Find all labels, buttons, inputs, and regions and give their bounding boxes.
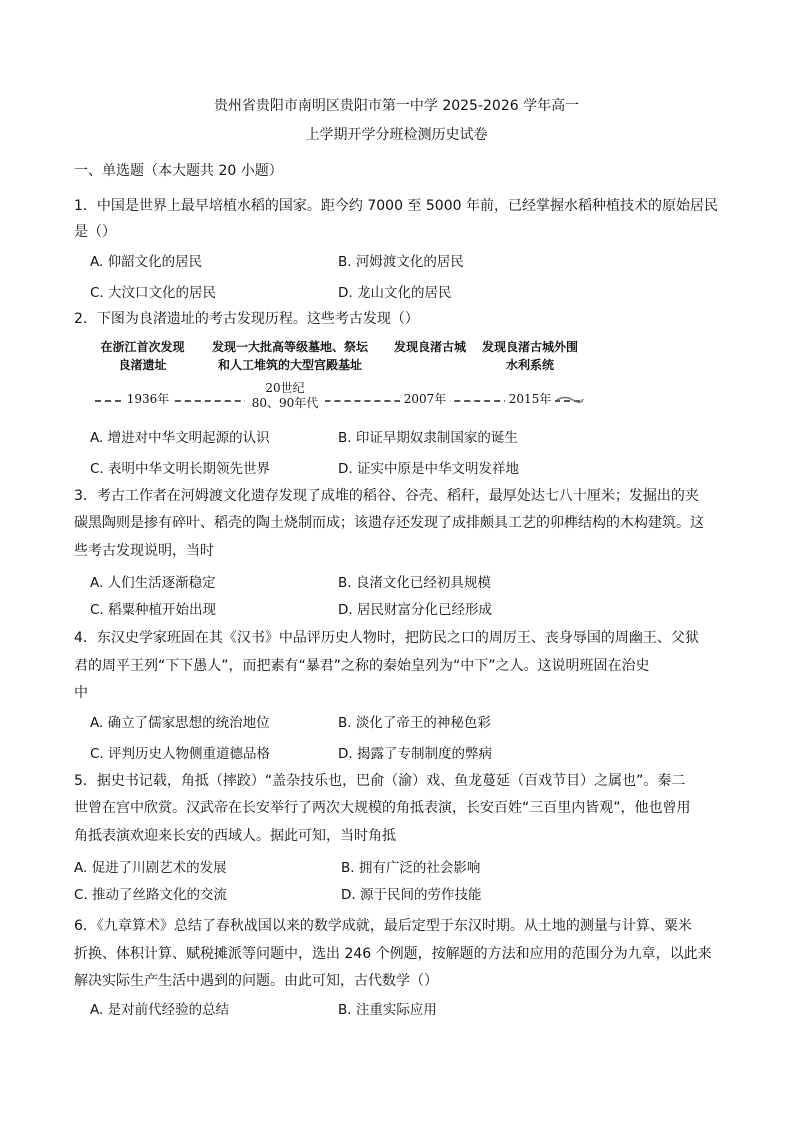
q3-stem-line1: 3．考古工作者在河姆渡文化遗存发现了成堆的稻谷、谷壳、稻秆，最厚处达七八十厘米；发掘出的夹: [74, 488, 699, 504]
q6-stem-line1: 6．《九章算术》总结了春秋战国以来的数学成就，最后定型于东汉时期。从土地的测量与计算、粟米: [74, 918, 692, 934]
q5-option-c: C. 推动了丝路文化的交流: [74, 887, 228, 903]
q6-stem-line2: 折换、体积计算、赋税摊派等问题中，选出 246 个例题，按解题的方法和应用的范围分为九章，以此来: [74, 946, 712, 962]
exam-title-line1: 贵州省贵阳市南明区贵阳市第一中学 2025-2026 学年高一: [213, 98, 580, 114]
q5-stem-line3: 角抵表演欢迎来长安的西域人。据此可知，当时角抵: [74, 828, 396, 844]
timeline-caption-1936: 在浙江首次发现 良渚遗址: [100, 340, 185, 372]
q2-option-c: C. 表明中华文明长期领先世界: [90, 461, 271, 477]
q5-stem-line2: 世曾在宫中欣赏。汉武帝在长安举行了两次大规模的角抵表演，长安百姓“三百里内皆观”，他也曾用: [74, 800, 691, 816]
q2-stem-line1: 2．下图为良渚遗址的考古发现历程。这些考古发现（）: [74, 311, 419, 327]
q3-stem-line2: 碳黑陶则是掺有碎叶、稻壳的陶土烧制而成；该遗存还发现了成排颇具工艺的卯榫结构的木构建筑。这: [74, 515, 704, 531]
q1-option-c: C. 大汶口文化的居民: [90, 285, 217, 301]
timeline-caption-1980s: 发现一大批高等级墓地、祭坛 和人工堆筑的大型宫殿基址: [211, 340, 368, 372]
q1-option-b: B. 河姆渡文化的居民: [338, 254, 464, 270]
q1-stem-line2: 是（）: [74, 224, 116, 240]
q3-stem-line3: 些考古发现说明，当时: [74, 543, 214, 559]
q6-stem-line3: 解决实际生产生活中遇到的问题。由此可知，古代数学（）: [74, 973, 438, 989]
q4-option-d: D. 揭露了专制制度的弊病: [338, 746, 492, 762]
q4-stem-line3: 中: [74, 685, 88, 701]
timeline-year-2015: 2015年: [505, 392, 555, 407]
section-heading: 一、单选题（本大题共 20 小题）: [74, 163, 283, 179]
q1-option-d: D. 龙山文化的居民: [338, 285, 452, 301]
q4-stem-line2: 君的周平王列“下下愚人”，而把素有“暴君”之称的秦始皇列为“中下”之人。这说明班固在治史: [74, 658, 650, 674]
q4-option-c: C. 评判历史人物侧重道德品格: [90, 746, 271, 762]
q3-option-a: A. 人们生活逐渐稳定: [90, 575, 216, 591]
q6-option-b: B. 注重实际应用: [338, 1002, 437, 1018]
timeline-year-1980s: 20世纪 80、90年代: [245, 381, 325, 411]
q5-option-d: D. 源于民间的劳作技能: [341, 887, 482, 903]
q1-option-a: A. 仰韶文化的居民: [90, 254, 203, 270]
q1-stem-line1: 1．中国是世界上最早培植水稻的国家。距今约 7000 至 5000 年前，已经掌握水稻种植技术的原始居民: [74, 198, 718, 214]
q3-option-c: C. 稻粟种植开始出现: [90, 602, 217, 618]
exam-title-line2: 上学期开学分班检测历史试卷: [305, 127, 488, 143]
timeline-year-1936: 1936年: [123, 392, 173, 407]
q2-option-b: B. 印证早期奴隶制国家的诞生: [338, 430, 518, 446]
q6-option-a: A. 是对前代经验的总结: [90, 1002, 230, 1018]
q4-option-b: B. 淡化了帝王的神秘色彩: [338, 715, 491, 731]
q3-option-d: D. 居民财富分化已经形成: [338, 602, 492, 618]
q5-option-b: B. 拥有广泛的社会影响: [341, 860, 481, 876]
q4-option-a: A. 确立了儒家思想的统治地位: [90, 715, 270, 731]
q5-stem-line1: 5．据史书记载，角抵（摔跤）“盖杂技乐也，巴俞（渝）戏、鱼龙蔓延（百戏节目）之属也”。秦二: [74, 773, 686, 789]
q2-option-d: D. 证实中原是中华文明发祥地: [338, 461, 519, 477]
timeline-caption-2015: 发现良渚古城外围 水利系统: [481, 340, 578, 372]
q2-option-a: A. 增进对中华文明起源的认识: [90, 430, 270, 446]
q5-option-a: A. 促进了川剧艺术的发展: [74, 860, 227, 876]
q3-option-b: B. 良渚文化已经初具规模: [338, 575, 491, 591]
timeline-year-2007: 2007年: [400, 392, 450, 407]
timeline-arrow-icon: [555, 393, 585, 407]
liangzhu-timeline-figure: [95, 336, 590, 420]
timeline-caption-2007: 发现良渚古城: [393, 340, 466, 354]
q4-stem-line1: 4．东汉史学家班固在其《汉书》中品评历史人物时，把防民之口的周厉王、丧身辱国的周幽王、父狱: [74, 630, 699, 646]
